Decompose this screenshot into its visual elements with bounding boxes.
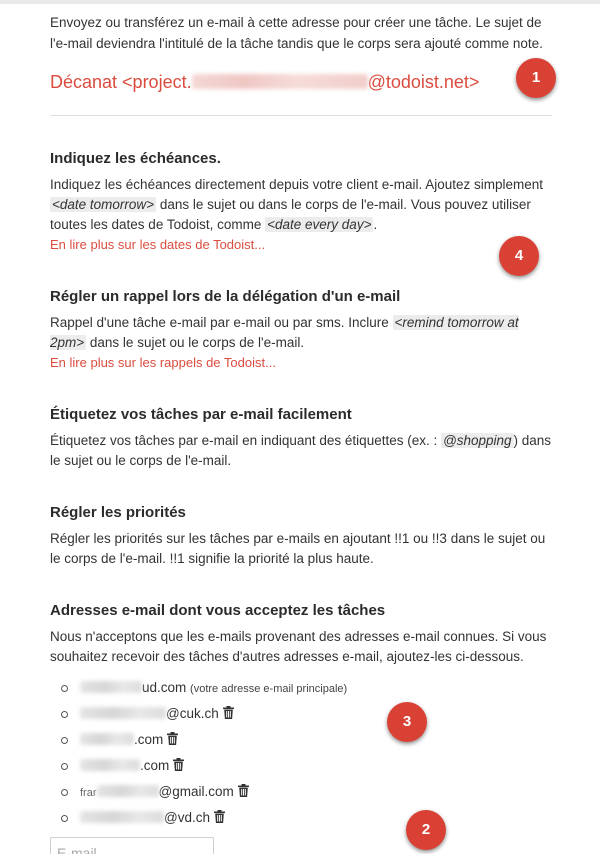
redacted-email (97, 785, 159, 797)
trash-icon[interactable] (238, 784, 249, 797)
list-item (50, 701, 552, 727)
link-dates-read-more[interactable]: En lire plus sur les dates de Todoist... (50, 237, 266, 252)
email-domain: @gmail.com (158, 784, 234, 799)
code-date-every-day: <date every day> (267, 217, 372, 232)
annotation-badge-2: 2 (406, 810, 446, 850)
section-text-labels (50, 431, 552, 471)
redacted-address-part (192, 74, 368, 89)
intro-text: Envoyez ou transférez un e-mail à cette adresse pour créer une tâche. Le sujet de l'e-mail deviendra l'intitulé de la tâche tandis que le corps sera ajouté comme note. (50, 15, 543, 51)
section-text-accepted-emails: Nous n'acceptons que les e-mails provenant des adresses e-mail connues. Si vous souhaitez recevoir des tâches d'autres adresses e-mail, ajoutez-les ci-dessous. (50, 629, 547, 664)
list-item (50, 675, 552, 701)
section-deadlines (50, 149, 552, 255)
deadlines-text-3: . (373, 217, 378, 232)
section-reminder (50, 287, 552, 373)
trash-icon[interactable] (214, 810, 225, 823)
list-item (50, 753, 552, 779)
section-text-deadlines (50, 175, 552, 235)
list-item (50, 727, 552, 753)
deadlines-text-1: Indiquez les échéances directement depuis votre client e-mail. Ajoutez simplement (50, 177, 544, 192)
trash-icon[interactable] (223, 706, 234, 719)
divider (50, 115, 552, 116)
section-title-deadlines: Indiquez les échéances. (50, 150, 221, 167)
annotation-badge-4: 4 (499, 236, 539, 276)
annotation-badge-3: 3 (387, 702, 427, 742)
reminder-text-1: Rappel d'une tâche e-mail par e-mail ou par sms. Inclure (50, 315, 393, 330)
redacted-email (80, 759, 140, 771)
email-domain: @vd.ch (164, 810, 210, 825)
redacted-email (80, 707, 166, 719)
address-suffix: @todoist.net> (367, 72, 480, 92)
primary-email-note: (votre adresse e-mail principale) (190, 683, 348, 695)
section-title-labels: Étiquetez vos tâches par e-mail facilement (50, 406, 352, 423)
section-priorities (50, 503, 552, 569)
deadlines-text-2: dans le sujet ou dans le corps de l'e-mail. Vous pouvez utiliser toutes les dates de Todoist, comme (50, 197, 531, 232)
labels-text-1: Étiquetez vos tâches par e-mail en indiquant des étiquettes (ex. : (50, 433, 441, 448)
section-title-reminder: Régler un rappel lors de la délégation d'un e-mail (50, 288, 401, 305)
list-item (50, 779, 552, 805)
reminder-text-2: dans le sujet ou le corps de l'e-mail. (86, 335, 305, 350)
section-title-priorities: Régler les priorités (50, 504, 186, 521)
section-text-reminder (50, 313, 552, 353)
redacted-email (80, 811, 164, 823)
email-domain: @cuk.ch (166, 706, 219, 721)
email-domain: ud.com (142, 680, 187, 695)
section-accepted-emails (50, 601, 552, 854)
trash-icon[interactable] (167, 732, 178, 745)
list-item (50, 805, 552, 831)
section-title-accepted-emails: Adresses e-mail dont vous acceptez les tâches (50, 602, 386, 619)
address-prefix: Décanat <project. (50, 72, 192, 92)
accepted-email-list (50, 675, 552, 831)
labels-text-2: ) dans le sujet ou le corps de l'e-mail. (50, 433, 552, 468)
annotation-badge-1: 1 (516, 58, 556, 98)
top-bar (0, 0, 600, 4)
link-reminders-read-more[interactable]: En lire plus sur les rappels de Todoist... (50, 355, 276, 370)
redacted-email (80, 733, 134, 745)
code-shopping: @shopping (442, 433, 512, 448)
code-remind: <remind tomorrow at 2pm> (50, 315, 519, 350)
section-labels (50, 405, 552, 471)
email-domain: .com (140, 758, 170, 773)
code-date-tomorrow: <date tomorrow> (52, 197, 155, 212)
redacted-email (80, 681, 142, 693)
section-text-priorities: Régler les priorités sur les tâches par e-mails en ajoutant !!1 ou !!3 dans le sujet ou le corps de l'e-mail. !!1 signifie la priorité la plus haute. (50, 531, 546, 566)
todoist-project-address[interactable] (50, 70, 552, 94)
email-input[interactable] (50, 837, 214, 854)
email-settings-content (50, 12, 552, 854)
trash-icon[interactable] (173, 758, 184, 771)
email-domain: .com (134, 732, 164, 747)
email-prefix: frar (80, 787, 97, 799)
